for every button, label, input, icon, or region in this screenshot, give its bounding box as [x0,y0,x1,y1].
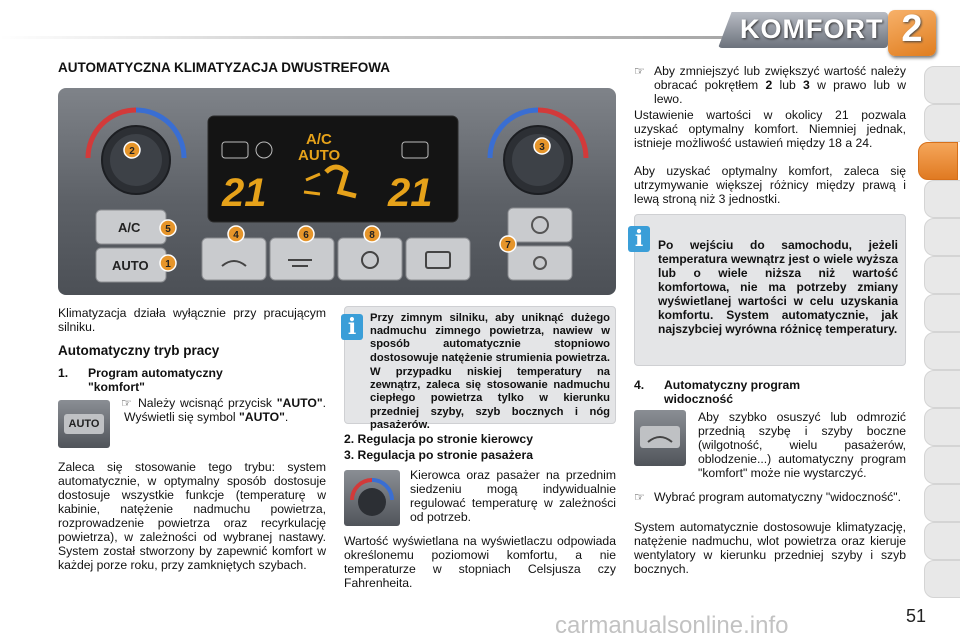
display-ac: A/C [306,131,332,148]
page-header-title: KOMFORT [740,14,884,44]
info-low-temp: W przypadku niskiej temperatury na zewnątrz, zaleca się stosowanie nadmuchu ciepłego powietrza tylko w kierunku przedniej szyby, szyb bocznych i nóg pasażerów. [370,366,610,431]
section-title: AUTOMATYCZNA KLIMATYZACJA DWUSTREFOWA [58,60,390,75]
display-left-temp: 21 [222,171,267,215]
callout-label: 2 [129,146,135,157]
chapter-tab[interactable] [924,408,960,446]
windshield-defrost-icon [634,410,686,466]
item1-text: ☞ Należy wcisnąć przycisk "AUTO". Wyświetli się symbol "AUTO". [121,396,327,424]
item2: 2. Regulacja po stronie kierowcy [344,432,533,446]
chapter-tab[interactable] [924,256,960,294]
display-right-temp: 21 [388,171,433,215]
item4-number: 4. [634,378,645,392]
temp-knob-thumb [344,470,400,526]
chapter-tab[interactable] [924,370,960,408]
bullet-icon: ☞ [634,64,645,78]
difference-paragraph: Aby uzyskać optymalny komfort, zaleca się utrzymywanie większej różnicy między prawą i lewą stroną niż 3 jednostki. [634,164,906,206]
climate-panel-image [58,88,616,295]
item1-title-2: "komfort" [88,380,145,394]
chapter-tab[interactable] [924,446,960,484]
chapter-tab-active[interactable] [918,142,958,180]
display-auto: AUTO [298,147,341,164]
subheading: Automatyczny tryb pracy [58,343,220,358]
visibility-instruction: ☞ Wybrać program automatyczny "widoczność". [634,490,901,504]
auto-button-label: AUTO [112,258,149,273]
item1-title: Program automatyczny [88,366,223,380]
knob-icon [358,488,386,516]
driver-knob-face [110,134,162,186]
page-number: 51 [906,606,927,626]
chapter-tab[interactable] [924,484,960,522]
chapter-tab[interactable] [924,332,960,370]
chapter-tab[interactable] [924,560,960,598]
item1-number: 1. [58,366,69,380]
callout-label: 4 [233,230,239,241]
defrost-arc [648,437,672,442]
fan-down-button[interactable] [508,246,572,280]
knob-thumb-svg [344,470,400,526]
fan-up-button[interactable] [508,208,572,242]
rotate-knob-instruction: ☞ Aby zmniejszyć lub zwiększyć wartość należy obracać pokrętłem 2 lub 3 w prawo lub w lewo. [634,64,906,106]
bullet-icon: ☞ [121,396,132,410]
chapter-tab[interactable] [924,522,960,560]
chapter-number: 2 [901,8,923,50]
callout-label: 5 [165,224,171,235]
intro-text: Klimatyzacja działa wyłącznie przy pracującym silniku. [58,306,326,334]
auto-button-thumb [58,400,110,448]
callout-label: 3 [539,142,545,153]
watermark: carmanualsonline.info [555,612,789,639]
item4-title: Automatyczny program [664,378,801,392]
callout-label: 7 [505,240,511,251]
visibility-button-thumb [634,410,686,466]
chapter-tab[interactable] [924,104,960,142]
front-demist-button[interactable] [202,238,266,280]
chapter-tab[interactable] [924,294,960,332]
bullet-icon: ☞ [634,490,645,504]
info-entering-car: Po wejściu do samochodu, jeżeli temperatura wewnątrz jest o wiele wyższa lub o wiele niższa niż wartość komfortowa, nie ma potrzeby zmiany wyświetlanej wartości w celu uzyskania komfortu. System automatycznie, jak najszybciej wyrówna różnicę temperatury. [658,238,898,336]
recirculation-button[interactable] [338,238,402,280]
ac-button-label: A/C [118,220,141,235]
chapter-tab[interactable] [924,180,960,218]
item4-title-2: widoczność [664,392,734,406]
visibility-paragraph: System automatycznie dostosowuje klimatyzację, natężenie nadmuchu, wlot powietrza oraz kieruje wentylatory w kierunku przedniej szyby i szyb bocznych. [634,520,906,576]
climate-panel-svg [58,88,616,295]
callout-label: 1 [165,259,171,270]
info-icon: i [341,314,363,340]
chapter-tab[interactable] [924,218,960,256]
item3: 3. Regulacja po stronie pasażera [344,448,533,462]
optimal-setting-paragraph: Ustawienie wartości w okolicy 21 pozwala uzyskać optymalny komfort. Niemniej jednak, istnieje możliwość ustawień między 18 a 24. [634,108,906,150]
knob-description: Kierowca oraz pasażer na przednim siedzeniu mogą indywidualnie regulować temperaturę w zależności od potrzeb. [410,468,616,524]
chapter-tab[interactable] [924,66,960,104]
info-cold-engine: Przy zimnym silniku, aby uniknąć dużego nadmuchu zimnego powietrza, nawiew w sposób automatycznie stopniowo dostosowuje natężenie strumienia powietrza. [370,312,610,364]
auto-mode-paragraph: Zaleca się stosowanie tego trybu: system automatycznie, w optymalny sposób dostosuje dostosuje wszystkie funkcje (temperaturę w kabinie, natężenie nadmuchu powietrza, rozprowadzenie powietrza oraz recyrkulację powietrza), w zależności od wybranej nastawy. System został stworzony by zapewnić komfort w każdej porze roku, przy zamkniętych szybach. [58,460,326,572]
callout-label: 6 [303,230,309,241]
callout-label: 8 [369,230,375,241]
display-value-paragraph: Wartość wyświetlana na wyświetlaczu odpowiada określonemu poziomowi komfortu, a nie temperaturze w stopniach Celsjusza czy Fahrenheita. [344,534,616,590]
info-icon: i [628,226,650,252]
rear-demist-button[interactable] [406,238,470,280]
item4-text: Aby szybko osuszyć lub odmrozić przednią szybę i szyby boczne (wilgotność, wielu pasażerów, oblodzenie...) automatyczny program "komfort" może nie wystarczyć. [698,410,906,480]
auto-thumb-label: AUTO [64,414,104,434]
